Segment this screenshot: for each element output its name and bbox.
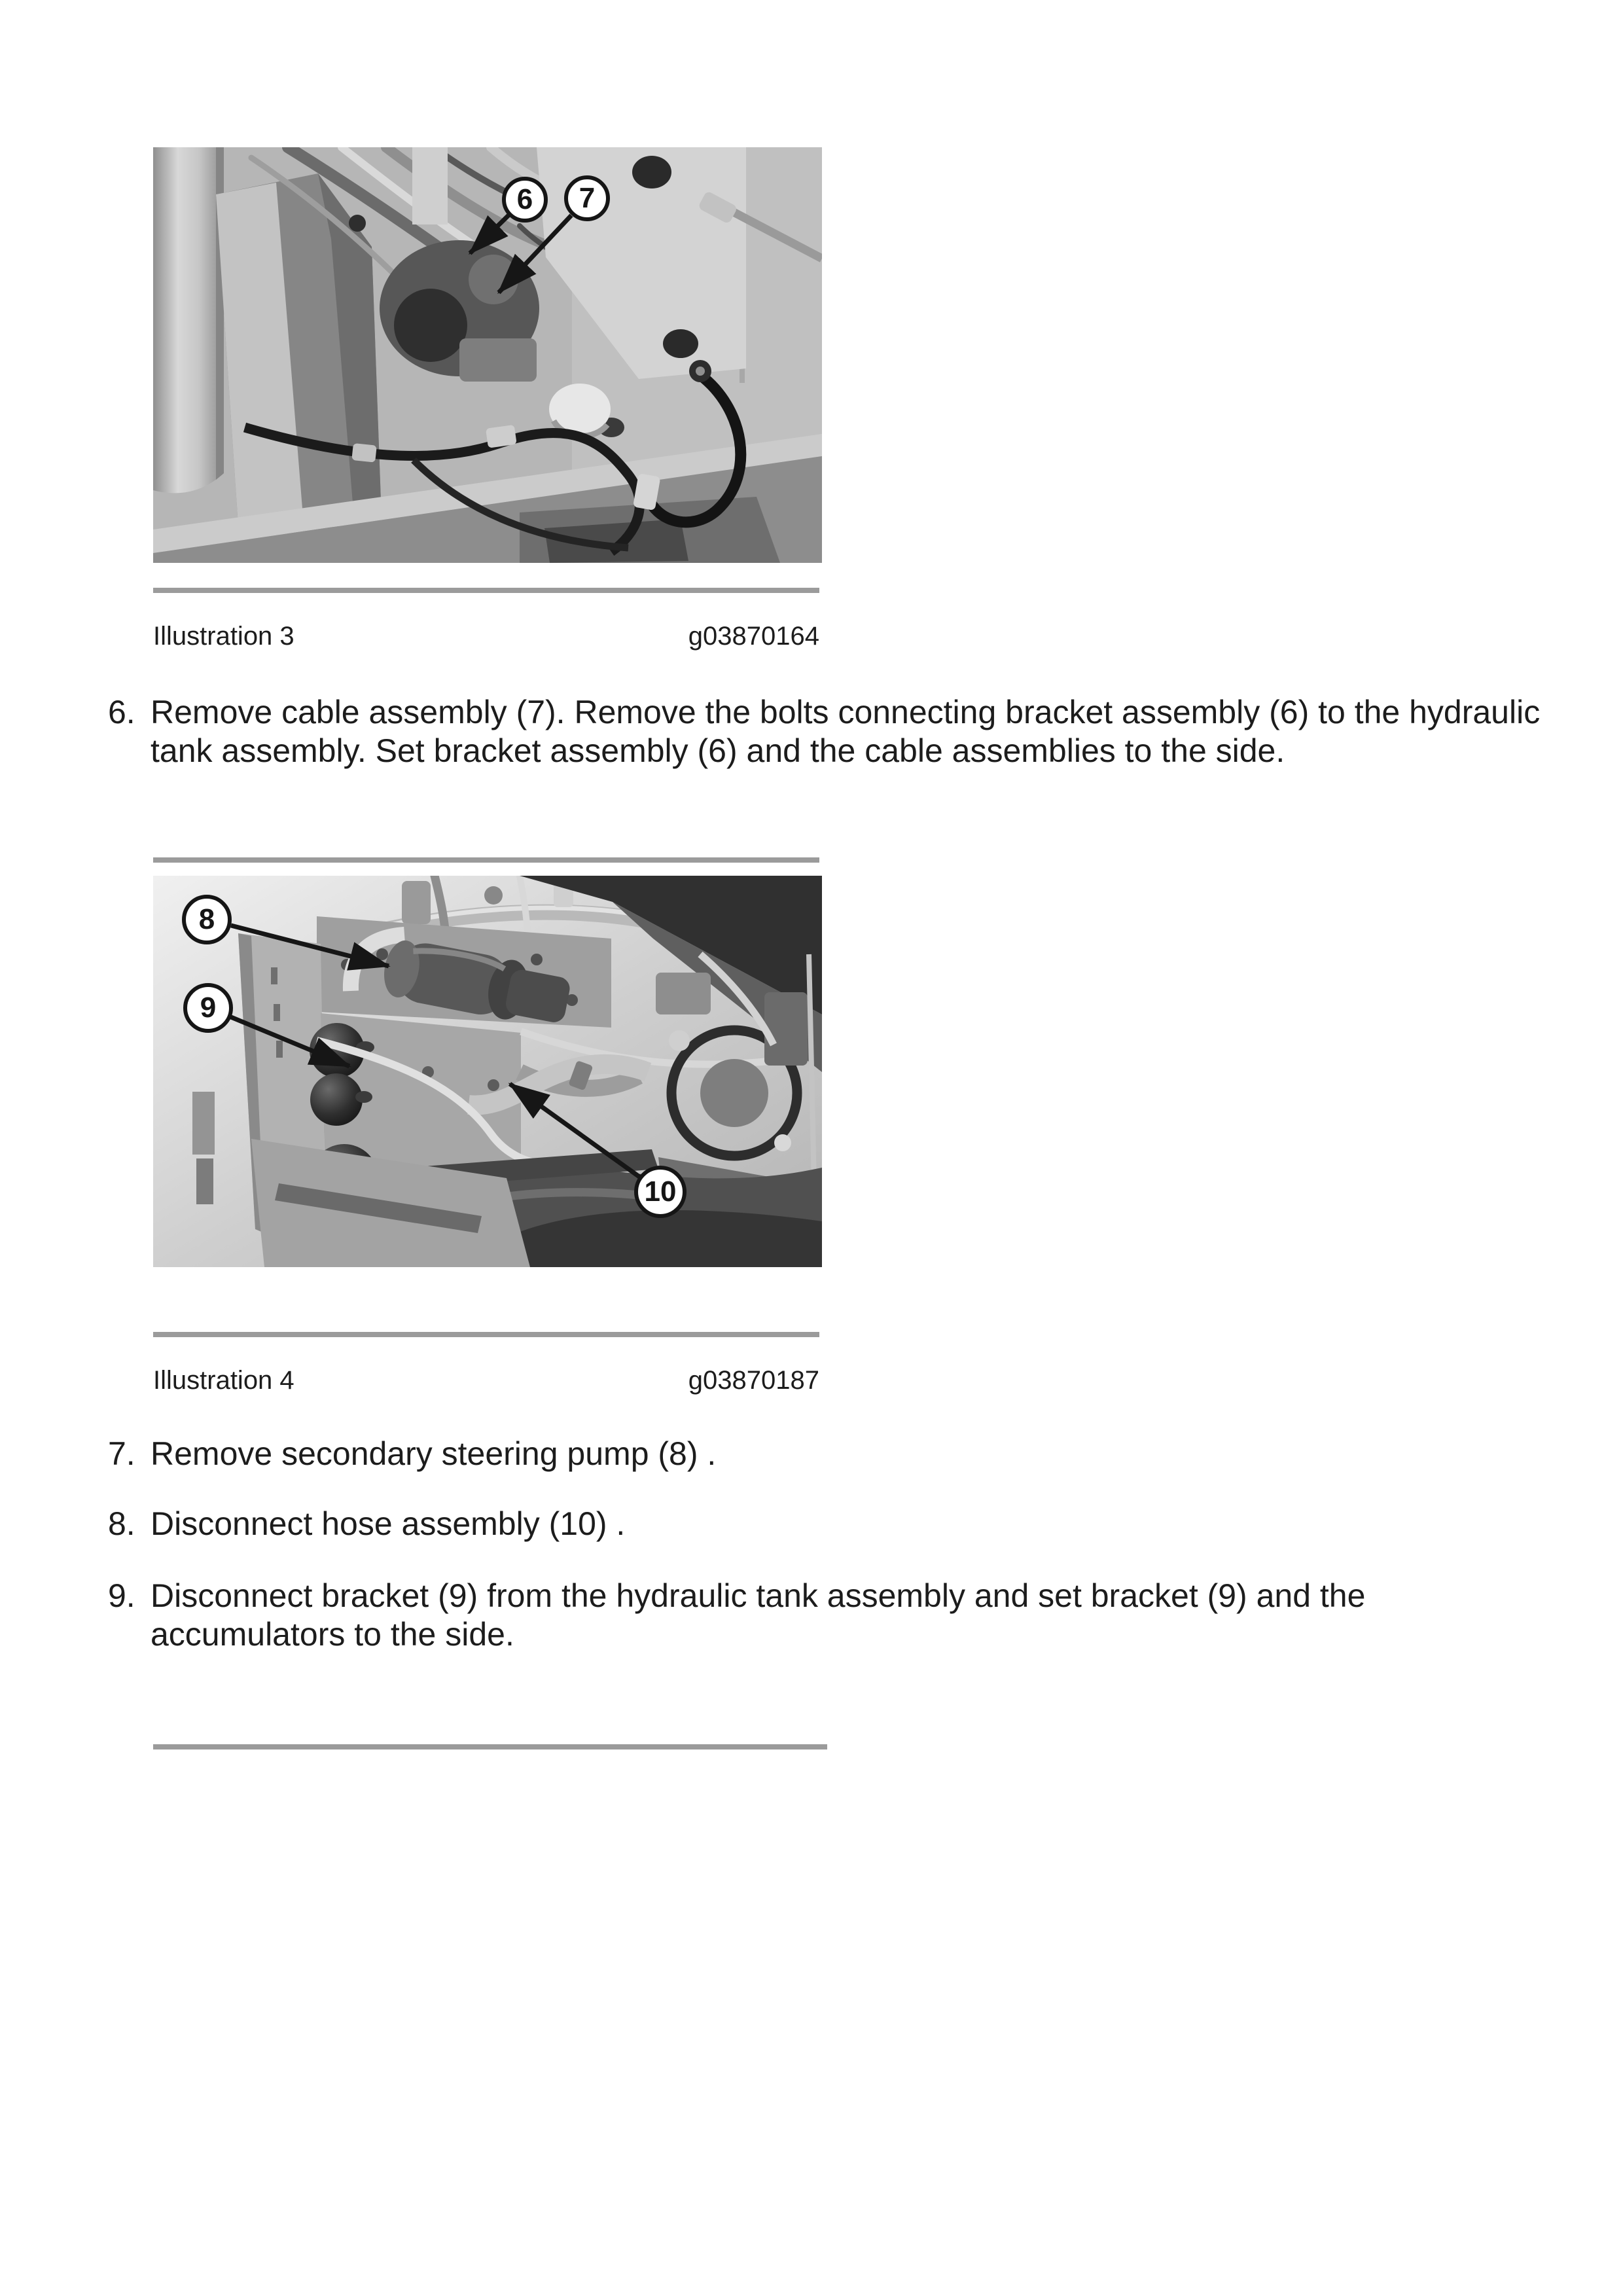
step-9 [108,1577,1553,1654]
step-6 [108,693,1553,770]
step-8 [108,1505,1553,1543]
figure-2-top-bar [153,857,819,863]
figure-2-caption-row [153,1365,819,1396]
step-9-number: 9. [108,1577,135,1614]
figure-2-caption-label: Illustration 4 [153,1366,294,1395]
illustration-3-image [153,147,822,563]
step-7-text: Remove secondary steering pump (8) . [151,1435,717,1472]
step-6-number: 6. [108,694,135,730]
figure-1-graphic-id: g03870164 [688,622,819,651]
step-7 [108,1435,1553,1473]
callout-6: 6 [502,177,548,223]
callout-7: 7 [564,175,610,221]
figure-1-caption-row [153,620,819,652]
next-figure-top-bar [153,1744,827,1749]
figure-2-bottom-bar [153,1332,819,1337]
step-6-text: Remove cable assembly (7). Remove the bolts connecting bracket assembly (6) to the hydraulic tank assembly. Set bracket assembly (6) and the cable assemblies to the side. [151,694,1541,769]
machinery-drawing-cable-bracket [153,147,822,563]
figure-1-bottom-bar [153,588,819,593]
machinery-drawing-steering-pump [153,876,822,1267]
figure-2-graphic-id: g03870187 [688,1366,819,1395]
step-8-text: Disconnect hose assembly (10) . [151,1505,626,1542]
step-9-text: Disconnect bracket (9) from the hydraulic tank assembly and set bracket (9) and the accumulators to the side. [151,1577,1366,1653]
step-8-number: 8. [108,1505,135,1542]
illustration-4-image [153,876,822,1267]
callout-10: 10 [634,1166,687,1218]
step-7-number: 7. [108,1435,135,1472]
callout-8: 8 [182,895,232,944]
figure-1-caption-label: Illustration 3 [153,622,294,651]
callout-9: 9 [183,983,233,1033]
